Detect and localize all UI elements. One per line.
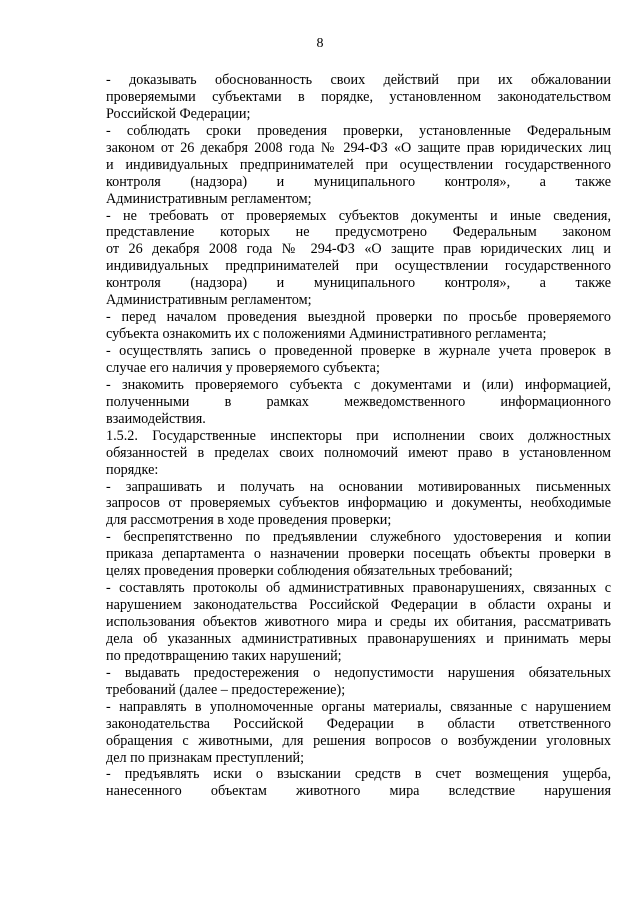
- text-line: - запрашивать и получать на основании мотивированных письменных: [106, 478, 611, 495]
- text-line: контроля (надзора) и муниципального контроля», а также: [106, 275, 611, 292]
- text-line: полученными в рамках межведомственного информационного: [106, 393, 611, 410]
- text-line: обязанностей в пределах своих полномочий имеют право в установленном: [106, 444, 611, 461]
- text-line: Административным регламентом;: [106, 292, 312, 309]
- text-line: законом от 26 декабря 2008 года № 294-ФЗ «О защите прав юридических лиц: [106, 139, 611, 156]
- text-line: - предъявлять иски о взыскании средств в счет возмещения ущерба,: [106, 766, 611, 783]
- text-line: законодательства Российской Федерации в области ответственного: [106, 715, 611, 732]
- text-line: - осуществлять запись о проведенной проверке в журнале учета проверок в: [106, 343, 611, 359]
- text-line: - беспрепятственно по предъявлении служебного удостоверения и копии: [106, 529, 611, 546]
- text-line: дела об указанных административных правонарушениях и принимать меры: [106, 630, 611, 647]
- text-line: нарушением законодательства Российской Федерации в области охраны и: [106, 597, 611, 614]
- text-line: обращения с животными, для решения вопросов о возбуждении уголовных: [106, 732, 611, 749]
- text-line: для рассмотрения в ходе проведения проверки;: [106, 512, 392, 529]
- text-line: проверяемыми субъектами в порядке, установленном законодательством: [106, 88, 611, 105]
- text-line: 1.5.2. Государственные инспекторы при исполнении своих должностных: [106, 427, 611, 444]
- text-line: - выдавать предостережения о недопустимости нарушения обязательных: [106, 664, 611, 681]
- text-line: индивидуальных предпринимателей при осуществлении государственного: [106, 258, 611, 275]
- text-line: - соблюдать сроки проведения проверки, установленные Федеральным: [106, 122, 611, 139]
- text-line: от 26 декабря 2008 года № 294-ФЗ «О защите прав юридических лиц и: [106, 241, 611, 258]
- text-line: субъекта ознакомить их с положениями Административного регламента;: [106, 326, 547, 343]
- body-text: [106, 72, 611, 800]
- text-line: по предотвращению таких нарушений;: [106, 647, 342, 664]
- text-line: - направлять в уполномоченные органы материалы, связанные с нарушением: [106, 698, 611, 715]
- text-line: целях проведения проверки соблюдения обязательных требований;: [106, 563, 513, 580]
- text-line: случае его наличия у проверяемого субъекта;: [106, 359, 380, 376]
- text-line: и индивидуальных предпринимателей при осуществлении государственного: [106, 156, 611, 173]
- text-line: нанесенного объектам животного мира вследствие нарушения: [106, 783, 611, 800]
- text-line: - перед началом проведения выездной проверки по просьбе проверяемого: [106, 309, 611, 326]
- text-line: Административным регламентом;: [106, 190, 312, 207]
- text-line: Российской Федерации;: [106, 105, 251, 122]
- text-line: порядке:: [106, 461, 159, 478]
- text-line: - знакомить проверяемого субъекта с документами и (или) информацией,: [106, 376, 611, 393]
- text-line: - не требовать от проверяемых субъектов документы и иные сведения,: [106, 207, 611, 224]
- text-line: взаимодействия.: [106, 410, 206, 427]
- text-line: представление которых не предусмотрено Федеральным законом: [106, 224, 611, 241]
- text-line: - составлять протоколы об административных правонарушениях, связанных с: [106, 580, 611, 597]
- text-line: контроля (надзора) и муниципального контроля», а также: [106, 173, 611, 190]
- text-line: приказа департамента о назначении проверки посещать объекты проверки в: [106, 546, 611, 563]
- text-line: использования объектов животного мира и среды их обитания, рассматривать: [106, 614, 611, 630]
- text-line: требований (далее – предостережение);: [106, 681, 346, 698]
- text-line: запросов от проверяемых субъектов информацию и документы, необходимые: [106, 495, 611, 512]
- text-line: дел по признакам преступлений;: [106, 749, 305, 766]
- text-line: - доказывать обоснованность своих действий при их обжаловании: [106, 72, 611, 88]
- page-number: 8: [316, 36, 324, 51]
